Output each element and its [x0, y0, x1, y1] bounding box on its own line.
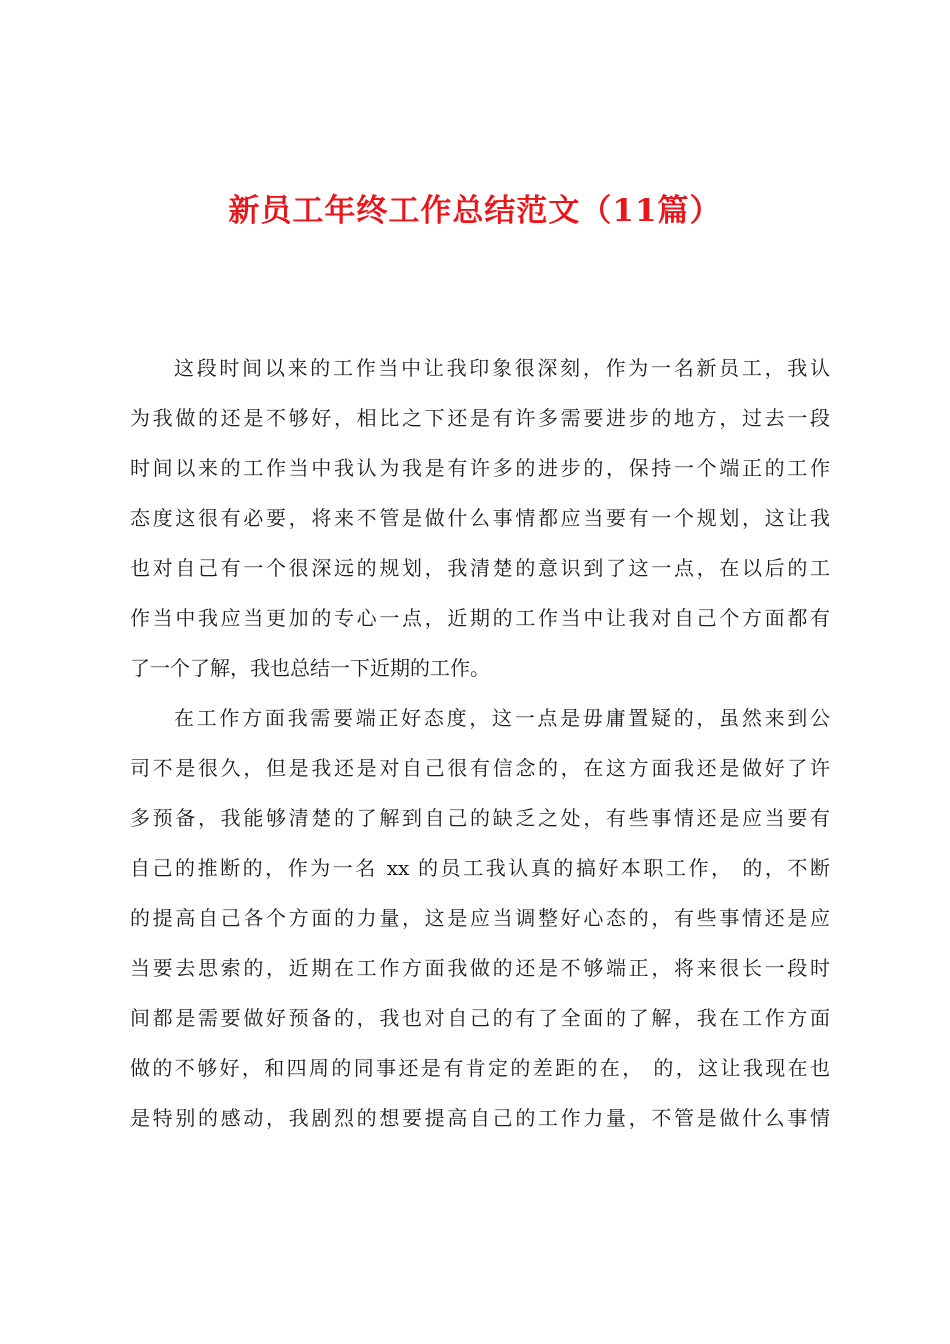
text-line: 的提高自己各个方面的力量，这是应当调整好心态的，有些事情还是应 [130, 906, 830, 930]
text-line: 做的不够好，和四周的同事还是有肯定的差距的在， 的，这让我现在也 [130, 1056, 830, 1080]
text-line: 时间以来的工作当中我认为我是有许多的进步的，保持一个端正的工作 [130, 456, 830, 480]
paragraph-2 [130, 693, 830, 1143]
text-line: 也对自己有一个很深远的规划，我清楚的意识到了这一点，在以后的工 [130, 556, 830, 580]
text-line: 为我做的还是不够好，相比之下还是有许多需要进步的地方，过去一段 [130, 406, 830, 430]
paragraph-1 [130, 343, 830, 693]
text-line: 多预备，我能够清楚的了解到自己的缺乏之处，有些事情还是应当要有 [130, 806, 830, 830]
document-body [130, 343, 830, 1143]
text-line: 当要去思索的，近期在工作方面我做的还是不够端正，将来很长一段时 [130, 956, 830, 980]
page-title: 新员工年终工作总结范文（11篇） [228, 193, 722, 229]
text-line: 这段时间以来的工作当中让我印象很深刻，作为一名新员工，我认 [174, 356, 830, 380]
text-line: 司不是很久，但是我还是对自己很有信念的，在这方面我还是做好了许 [130, 756, 830, 780]
text-line: 在工作方面我需要端正好态度，这一点是毋庸置疑的，虽然来到公 [174, 706, 830, 730]
text-line: 作当中我应当更加的专心一点，近期的工作当中让我对自己个方面都有 [130, 606, 830, 630]
text-line: 自己的推断的，作为一名 xx 的员工我认真的搞好本职工作， 的，不断 [130, 856, 830, 880]
text-line: 态度这很有必要，将来不管是做什么事情都应当要有一个规划，这让我 [130, 506, 830, 530]
text-line: 间都是需要做好预备的，我也对自己的有了全面的了解，我在工作方面 [130, 1006, 830, 1030]
text-line: 是特别的感动，我剧烈的想要提高自己的工作力量，不管是做什么事情 [130, 1106, 830, 1130]
text-line: 了一个了解，我也总结一下近期的工作。 [130, 656, 490, 680]
